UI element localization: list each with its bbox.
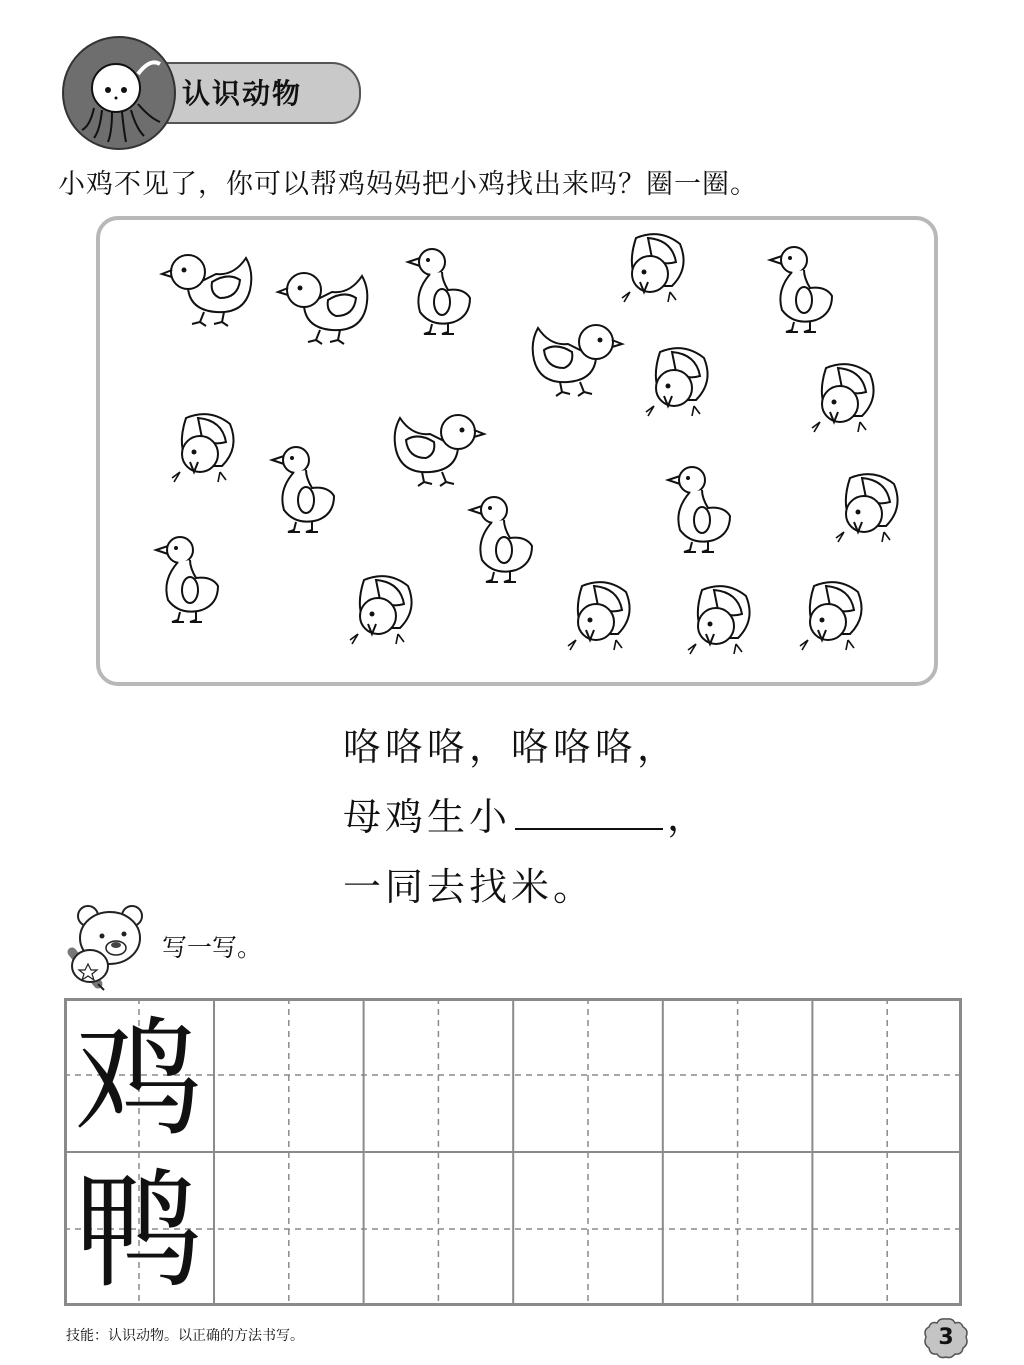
activity-instruction: 小鸡不见了，你可以帮鸡妈妈把小鸡找出来吗？圈一圈。	[58, 169, 758, 200]
rhyme-line-3: 一同去找米。	[343, 865, 596, 909]
bear-with-pencil-icon	[62, 900, 154, 996]
writing-character-2: 鸭	[74, 1157, 204, 1306]
writing-grid[interactable]	[64, 998, 962, 1306]
chick-picture-panel	[96, 216, 938, 686]
chick-illustration	[100, 220, 934, 682]
skill-note: 技能：认识动物。以正确的方法书写。	[66, 1328, 304, 1344]
page-number: 3	[938, 1325, 954, 1350]
rhyme-line-1: 咯咯咯，咯咯咯，	[343, 725, 680, 769]
octopus-mascot-icon	[62, 36, 176, 150]
page-number-badge	[922, 1316, 970, 1360]
rhyme-line-2-end: ，	[667, 795, 710, 839]
writing-instruction: 写一写。	[162, 933, 263, 962]
page-title: 认识动物	[182, 77, 303, 110]
writing-character-1: 鸡	[74, 1005, 204, 1154]
rhyme-line-2-start: 母鸡生小	[343, 795, 512, 839]
answer-blank[interactable]	[515, 798, 663, 830]
rhyme-line-2	[343, 786, 709, 841]
section-header	[62, 36, 372, 146]
